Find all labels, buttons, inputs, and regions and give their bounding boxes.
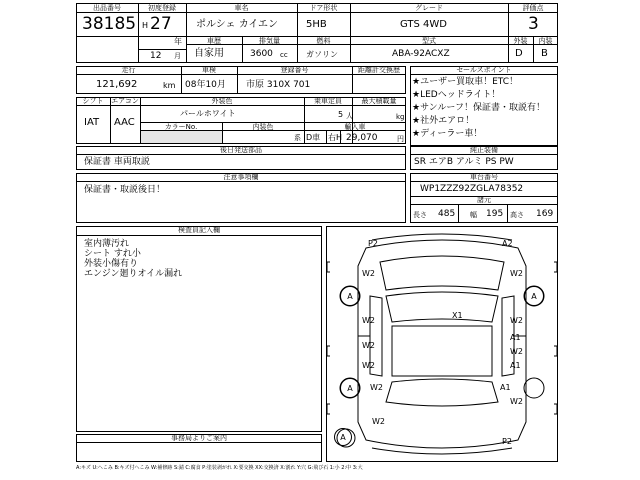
score-label: 評価点	[522, 4, 544, 12]
damage-mark: A	[334, 428, 352, 446]
capacity: 5	[338, 110, 344, 119]
damage-mark: A1	[510, 361, 521, 370]
reg-month: 12	[150, 51, 162, 61]
sales-point: ★ディーラー車！	[412, 129, 483, 139]
body-color: パールホワイト	[180, 109, 236, 118]
lot-number: 38185	[82, 14, 137, 34]
later-parts: 保証書 車両取説	[84, 157, 150, 167]
damage-mark: W2	[362, 361, 375, 370]
use: 自家用	[194, 48, 224, 59]
capacity-label: 乗車定員	[314, 97, 342, 105]
damage-mark: P2	[502, 437, 512, 446]
damage-mark: W2	[510, 397, 523, 406]
year-unit: 年	[174, 37, 182, 46]
sales-point: ★ユーザー買取車！ETC！	[412, 77, 519, 87]
grade-label: グレード	[415, 4, 443, 12]
shift: IAT	[84, 117, 100, 128]
door-type: 5HB	[306, 19, 327, 30]
damage-mark: A	[340, 286, 360, 306]
damage-mark: A	[340, 378, 360, 398]
model: ABA-92ACXZ	[392, 49, 450, 59]
odo-label: 距離計交換歴	[358, 66, 400, 74]
era: H	[142, 21, 149, 30]
import-prefix: 系	[294, 134, 301, 142]
int-color-label: 内装色	[252, 123, 274, 131]
reg-label: 初度登録	[148, 4, 176, 12]
length-label: 長さ	[413, 211, 427, 219]
damage-mark: X1	[452, 311, 463, 320]
grade: GTS 4WD	[400, 19, 447, 30]
damage-mark: A1	[510, 333, 521, 342]
int-label: 内装	[538, 37, 553, 45]
month-unit: 月	[174, 52, 181, 60]
fuel-label: 燃料	[316, 37, 331, 45]
plate: 市原 310X 701	[246, 80, 311, 90]
damage-mark: A1	[500, 383, 511, 392]
cc-label: 排気量	[259, 37, 280, 45]
handle: 右H	[328, 133, 343, 142]
score: 3	[528, 14, 539, 34]
damage-mark: W2	[510, 347, 523, 356]
door-label: ドア形状	[309, 4, 338, 12]
inspector-note: 室内薄汚れ	[84, 239, 130, 249]
car-name-label: 車名	[234, 4, 249, 12]
reg-year: 27	[150, 14, 172, 34]
mileage-unit: km	[163, 81, 176, 90]
color-label: 外装色	[211, 97, 233, 105]
chassis-number: WP1ZZZ92ZGLA78352	[420, 184, 524, 194]
legend: A:キズ U:へこみ B:キズ付へこみ W:補修跡 S:錆 C:腐食 P:塗装剥がれ X:要交換 XX:交換済 X:割れ Y:穴 G:飛び石 1:小 2:中 3:大	[76, 465, 363, 471]
price: 29,070	[346, 133, 378, 143]
options-label: 純正装備	[470, 146, 498, 154]
load-unit: kg	[396, 113, 405, 121]
ac: AAC	[114, 117, 135, 128]
options: SR エアB アルミ PS PW	[414, 157, 514, 167]
length: 485	[438, 209, 456, 219]
sales-point: ★サンルーフ！保証書・取説有！	[412, 103, 545, 113]
inspector-note: シート すれ小	[84, 249, 141, 259]
damage-mark: W2	[510, 316, 523, 325]
sales-point: ★LEDヘッドライト！	[412, 90, 501, 100]
damage-mark: W2	[362, 316, 375, 325]
ac-label: エアコン	[111, 97, 139, 105]
dealer-car: D車	[306, 133, 321, 142]
inspector-label: 検査員記入欄	[178, 226, 220, 234]
import-label: 輸入車	[344, 123, 366, 131]
office-label: 事務局よりご案内	[171, 434, 227, 442]
mileage-label: 走行	[121, 66, 136, 74]
ext-label: 外装	[513, 37, 528, 45]
damage-mark: A2	[502, 239, 513, 248]
int-grade: B	[541, 48, 548, 59]
damage-mark: W2	[372, 417, 385, 426]
notes: 保証書・取説後日！	[84, 185, 166, 195]
car-name: ポルシェ カイエン	[196, 19, 279, 30]
price-unit: 円	[397, 135, 404, 143]
car-diagram	[326, 226, 558, 462]
sales-label: セールスポイント	[456, 66, 512, 74]
inspect-label: 車検	[202, 66, 216, 74]
chassis-label: 車台番号	[470, 173, 498, 181]
height-label: 高さ	[510, 211, 524, 219]
damage-mark: P2	[368, 239, 378, 248]
lot-label: 出品番号	[93, 4, 121, 12]
width: 195	[486, 209, 504, 219]
dims-label: 諸元	[477, 196, 491, 204]
fuel: ガソリン	[306, 50, 338, 59]
ext-grade: D	[515, 48, 523, 59]
cc: 3600	[250, 49, 273, 59]
damage-mark: W2	[362, 269, 375, 278]
sales-point: ★社外エアロ！	[412, 116, 475, 126]
cc-unit: cc	[280, 51, 288, 59]
width-label: 幅	[470, 211, 477, 219]
inspector-note: エンジン廻りオイル漏れ	[84, 269, 183, 279]
mileage: 121,692	[96, 79, 138, 90]
later-label: 後日発送部品	[220, 146, 262, 154]
inspector-note: 外装小傷有り	[84, 259, 139, 269]
damage-mark: W2	[362, 341, 375, 350]
damage-mark: A	[524, 286, 544, 306]
damage-mark: W2	[510, 269, 523, 278]
use-label: 車歴	[207, 37, 221, 45]
model-label: 型式	[422, 37, 436, 45]
height: 169	[536, 209, 554, 219]
shift-label: シフト	[82, 97, 104, 105]
capacity-unit: 人	[346, 112, 353, 120]
load-label: 最大積載量	[361, 97, 397, 105]
plate-label: 登録番号	[280, 66, 309, 74]
notes-label: 注意事項欄	[223, 173, 259, 181]
inspect-date: 08年10月	[185, 80, 226, 90]
color-no-label: カラーNo.	[164, 123, 198, 131]
damage-mark: W2	[370, 383, 383, 392]
